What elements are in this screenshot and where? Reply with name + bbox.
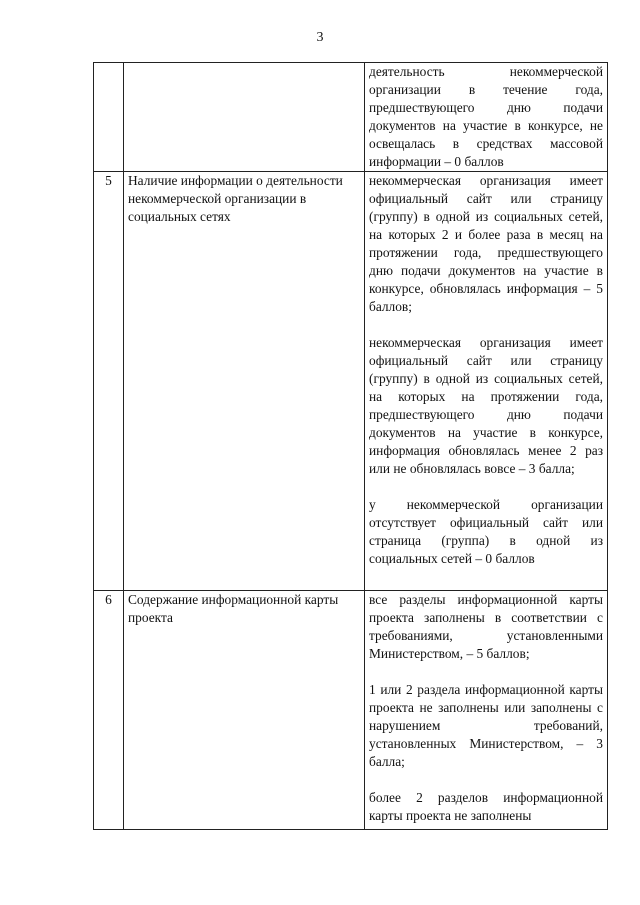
criterion-scoring (365, 172, 608, 591)
row-number: 6 (94, 591, 124, 830)
scoring-paragraph: 1 или 2 раздела информационной карты проекта не заполнены или заполнены с нарушением требований, установленных Министерством, – 3 балла; (369, 682, 603, 769)
paragraph-gap (369, 771, 603, 789)
criterion-scoring (365, 591, 608, 830)
scoring-paragraph: у некоммерческой организации отсутствует официальный сайт или страница (группа) в одной из социальных сетей – 0 баллов (369, 497, 603, 566)
paragraph-gap (369, 663, 603, 681)
criterion-name: Содержание информационной карты проекта (124, 591, 365, 830)
page-number: 3 (316, 30, 324, 45)
table-row (94, 591, 608, 830)
row-number: 5 (94, 172, 124, 591)
paragraph-gap (369, 316, 603, 334)
scoring-paragraph: некоммерческая организация имеет официальный сайт или страницу (группу) в одной из социальных сетей, на которых на протяжении года, предшествующего дню подачи документов на участие в конкурсе, информация обновлялась менее 2 раз или не обновлялась вовсе – 3 балла; (369, 335, 603, 476)
scoring-paragraph: деятельность некоммерческой организации в течение года, предшествующего дню подачи документов на участие в конкурсе, не освещалась в средствах массовой информации – 0 баллов (369, 64, 603, 169)
scoring-paragraph: некоммерческая организация имеет официальный сайт или страницу (группу) в одной из социальных сетей, на которых 2 и более раза в месяц на протяжении года, предшествующего дню подачи документов на участие в конкурсе, обновлялась информация – 5 баллов; (369, 173, 603, 314)
scoring-paragraph: более 2 разделов информационной карты проекта не заполнены (369, 790, 603, 823)
table-row (94, 172, 608, 591)
criterion-name: Наличие информации о деятельности некоммерческой организации в социальных сетях (124, 172, 365, 591)
criteria-table (93, 62, 608, 830)
criterion-scoring (365, 63, 608, 172)
row-number (94, 63, 124, 172)
scoring-paragraph: все разделы информационной карты проекта заполнены в соответствии с требованиями, установленными Министерством, – 5 баллов; (369, 592, 603, 661)
paragraph-gap (369, 478, 603, 496)
table-row (94, 63, 608, 172)
criterion-name (124, 63, 365, 172)
